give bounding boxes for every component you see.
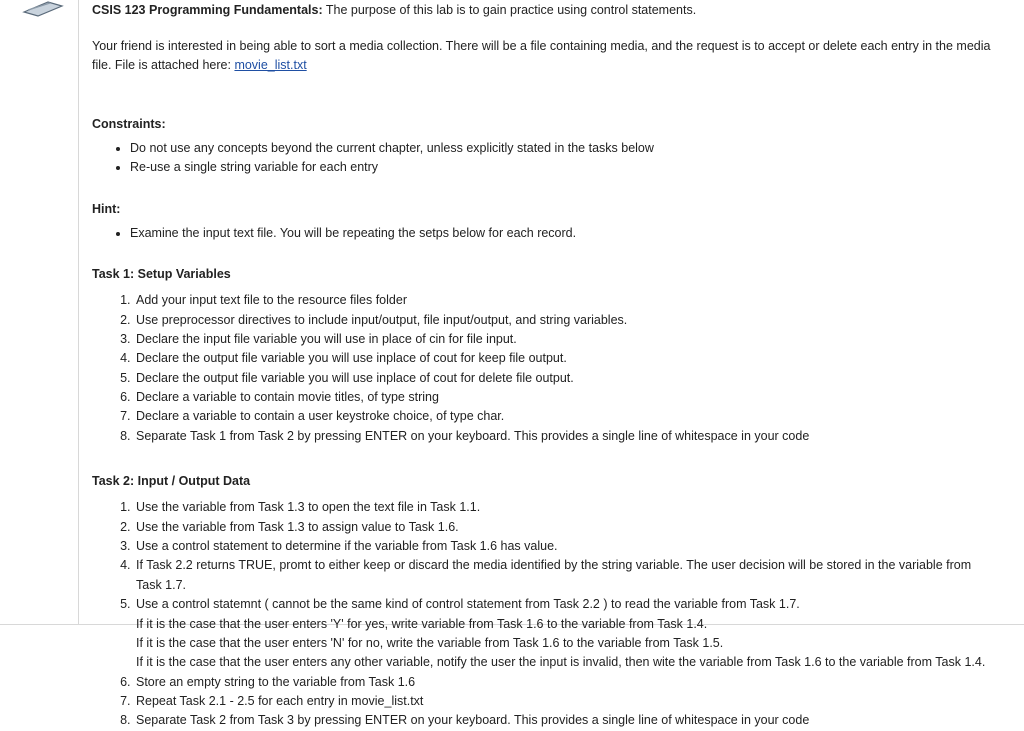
document-content (92, 0, 996, 731)
constraints-list (92, 139, 996, 178)
list-item: 5. Declare the output file variable you will use inplace of cout for delete file output. (134, 369, 996, 388)
task2-item5-subline: If it is the case that the user enters 'N' for no, write the variable from Task 1.6 to the variable from Task 1.5. (136, 635, 724, 650)
movie-list-file-link[interactable]: movie_list.txt (234, 57, 307, 72)
hint-list (92, 224, 996, 243)
list-item: • Do not use any concepts beyond the current chapter, unless explicitly stated in the tasks below (130, 139, 996, 158)
list-item: • Re-use a single string variable for each entry (130, 158, 996, 177)
list-item: 3. Declare the input file variable you will use in place of cin for file input. (134, 330, 996, 349)
task2-item5-text: Use a control statemnt ( cannot be the same kind of control statement from Task 2.2 ) to read the variable from Task 1.7. (136, 597, 800, 612)
task2-heading: Task 2: Input / Output Data (92, 474, 251, 489)
list-item: 3. Use a control statement to determine if the variable from Task 1.6 has value. (134, 537, 996, 556)
list-item: 8. Separate Task 2 from Task 3 by pressing ENTER on your keyboard. This provides a single line of whitespace in your code (134, 711, 996, 730)
intro-line (92, 0, 996, 19)
left-margin-rule (78, 0, 79, 625)
task2-item5-subline: If it is the case that the user enters 'Y' for yes, write variable from Task 1.6 to the variable from Task 1.4. (136, 616, 708, 631)
list-item: 1. Use the variable from Task 1.3 to open the text file in Task 1.1. (134, 498, 996, 517)
list-item: 6. Declare a variable to contain movie titles, of type string (134, 388, 996, 407)
course-title: CSIS 123 Programming Fundamentals: (92, 3, 323, 17)
task1-list (92, 291, 996, 446)
task2-item5-subline: If it is the case that the user enters any other variable, notify the user the input is invalid, then wite the variable from Task 1.6 to the variable from Task 1.4. (136, 655, 986, 670)
list-item: 6. Store an empty string to the variable from Task 1.6 (134, 673, 996, 692)
paragraph-text: Your friend is interested in being able to sort a media collection. There will be a file containing media, and the request is to accept or delete each entry in the media file. File is attached here: (92, 39, 991, 72)
list-item: 1. Add your input text file to the resource files folder (134, 291, 996, 310)
list-item: • Examine the input text file. You will be repeating the setps below for each record. (130, 224, 996, 243)
intro-text: The purpose of this lab is to gain practice using control statements. (322, 3, 697, 17)
paperclip-icon (22, 0, 66, 18)
task1-heading: Task 1: Setup Variables (92, 267, 231, 281)
assignment-paragraph (92, 37, 996, 75)
hint-heading: Hint: (92, 201, 121, 216)
task2-list (92, 498, 996, 731)
list-item: 4. If Task 2.2 returns TRUE, promt to either keep or discard the media identified by the string variable. The user decision will be stored in the variable from Task 1.7. (134, 556, 996, 595)
list-item: 8. Separate Task 1 from Task 2 by pressing ENTER on your keyboard. This provides a single line of whitespace in your code (134, 427, 996, 446)
list-item (134, 595, 996, 673)
list-item: 2. Use preprocessor directives to include input/output, file input/output, and string variables. (134, 311, 996, 330)
list-item: 7. Declare a variable to contain a user keystroke choice, of type char. (134, 407, 996, 426)
list-item: 4. Declare the output file variable you will use inplace of cout for keep file output. (134, 349, 996, 368)
list-item: 2. Use the variable from Task 1.3 to assign value to Task 1.6. (134, 518, 996, 537)
constraints-heading: Constraints: (92, 116, 166, 131)
list-item: 7. Repeat Task 2.1 - 2.5 for each entry in movie_list.txt (134, 692, 996, 711)
